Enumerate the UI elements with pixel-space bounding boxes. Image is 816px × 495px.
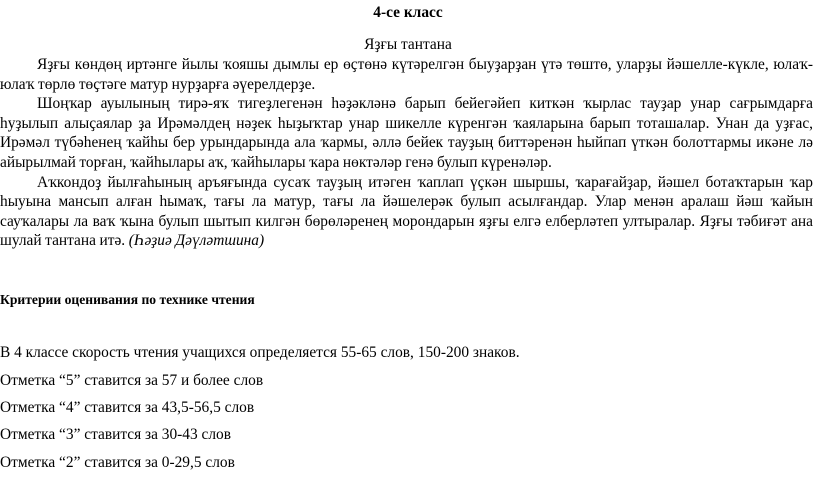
story-title: Яҙғы тантана — [364, 36, 452, 53]
story-paragraph: Яҙғы көндөң иртәнге йылы ҡояшы дымлы ер өҫтөнә күтәрелгән быуҙарҙан үтә төштө, уларҙы йәшелле-күкле, юлаҡ-юлаҡ төрлө төҫтәге матур нурҙарға әүерелдерҙе. — [0, 56, 813, 93]
story-author: (Һәҙиә Дәүләтшина) — [128, 232, 265, 250]
story-paragraph: Шоңҡар ауылының тирә-яҡ тигеҙлегенән һәҙәкләнә барып бейегәйеп киткән ҡырлас тауҙар унар сағрымдарға һуҙылып алыҫаялар ҙа Ирәмәлдең нәҙек һыҙыҡтар унар шикелле күренгән ҡаяларына барып тоташалар. Унан да уҙғас, Ирәмәл түбәһенең ҡайһы бер урындарында ала ҡармы, әллә бейек тауҙың биттәренән һыйпап үткән болоттармы икәне лә айырылмай торған, ҡайһылары аҡ, ҡайһылары ҡара нөктәләр генә булып күренәләр. — [0, 95, 813, 171]
class-heading: 4-се класс — [373, 4, 443, 21]
story-paragraph — [0, 173, 813, 251]
grade-line-3: Отметка “3” ставится за 30-43 слов — [0, 426, 232, 443]
grade-line-2: Отметка “2” ставится за 0-29,5 слов — [0, 454, 235, 471]
story-text — [0, 55, 813, 251]
reading-speed-line: В 4 классе скорость чтения учащихся определяется 55-65 слов, 150-200 знаков. — [0, 344, 520, 361]
story-paragraph-text: Аҡкондоҙ йылғаһының аръяғында сусаҡ тауҙың итәген ҡаплап үҫкән шыршы, ҡарағайҙар, йәшел ботаҡтарын ҡар һыуына мансып алған һымаҡ, тағы ла матур, тағы ла йәшелерәк булып асылғандар. Улар менән аралаш йәш ҡайын сауҡалары ла ваҡ ҡына булып шытып килгән бөрөләренең морондарын яҙғы елгә елберләтеп ултыралар. Яҙғы тәбиғәт ана шулай тантана итә. — [0, 173, 813, 250]
criteria-heading: Критерии оценивания по технике чтения — [0, 292, 255, 307]
grade-line-5: Отметка “5” ставится за 57 и более слов — [0, 372, 264, 389]
grade-line-4: Отметка “4” ставится за 43,5-56,5 слов — [0, 399, 255, 416]
